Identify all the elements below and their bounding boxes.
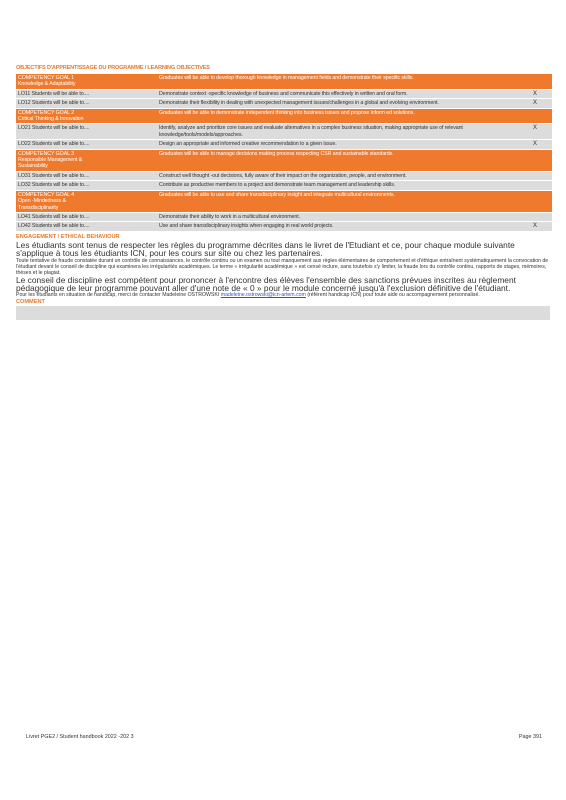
row-description-cell: Contribute as productive members to a project and demonstrate team management and leadership skills. <box>157 181 518 189</box>
row-label-cell: LO11 Students will be able to.... <box>16 90 157 98</box>
learning-objective-row <box>16 99 552 107</box>
learning-objective-row <box>16 124 552 139</box>
row-mark-cell <box>518 150 552 171</box>
row-description-cell: Graduates will be able to develop thorough knowledge in management fields and demonstrate their specific skills. <box>157 74 518 89</box>
row-mark-cell <box>518 213 552 221</box>
row-label-cell: LO31 Students will be able to.... <box>16 172 157 180</box>
row-description-cell: Demonstrate their ability to work in a multicultural environment. <box>157 213 518 221</box>
row-description-cell: Use and share transdisciplinary insights when engaging in real world projects. <box>157 222 518 230</box>
row-mark-cell: X <box>518 90 552 98</box>
competency-goal-row <box>16 150 552 171</box>
engagement-paragraph-2: Toute tentative de fraude constatée durant un contrôle de connaissances, le contrôle continu ou un examen ou tout manquement aux règles élémentaires de comportement et d'éthique entraînent systématiquement la convocation de l'étudiant devant le conseil de discipline qui examinera les irrégularités académiques. Le terme « irrégularité académique » est censé inclure, sans toutefois s'y limiter, la fraude lors du contrôle continu, rapports de stages, mémoires, thèses et le plagiat. <box>16 257 549 276</box>
comment-box <box>16 306 550 320</box>
learning-objective-row <box>16 172 552 180</box>
row-mark-cell: X <box>518 140 552 148</box>
row-mark-cell <box>518 109 552 124</box>
disability-contact-text-end: (référent handicap ICN) pour toute aide ou accompagnement personnalisé. <box>307 292 480 299</box>
row-label-cell: LO22 Students will be able to.... <box>16 140 157 148</box>
learning-objectives-table <box>16 73 552 232</box>
learning-objectives-page <box>16 64 550 320</box>
learning-objective-row <box>16 222 552 230</box>
learning-objective-row <box>16 213 552 221</box>
row-description-cell: Graduates will be able to use and share transdisciplinary insight and integrate multicultural environments. <box>157 191 518 212</box>
row-description-cell: Identify, analyze and prioritize core issues and evaluate alternatives in a complex business situation, making appropriate use of relevant knowledge/tools/models/approaches. <box>157 124 518 139</box>
row-description-cell: Demonstrate their flexibility in dealing with unexpected management issues/challenges in a global and evolving environment. <box>157 99 518 107</box>
disability-contact-email-link[interactable]: madeleine.ostrowski@icn-artem.com <box>220 292 306 299</box>
row-description-cell: Graduates will be able to demonstrate independent thinking into business issues and propose inform ed solutions. <box>157 109 518 124</box>
learning-objective-row <box>16 140 552 148</box>
footer-page-number: Page 391 <box>518 734 542 740</box>
row-label-cell: COMPETENCY GOAL 3 Responsible Management & Sustainability <box>16 150 157 171</box>
competency-goal-row <box>16 191 552 212</box>
competency-goal-row <box>16 74 552 89</box>
row-label-cell: COMPETENCY GOAL 1 Knowledge & Adaptability <box>16 74 157 89</box>
engagement-paragraph-4 <box>16 292 550 298</box>
page-footer <box>26 734 542 740</box>
disability-contact-text: Pour les étudiants en situation de handicap, merci de contacter Madeleine OSTROWSKI <box>16 292 220 299</box>
row-mark-cell <box>518 172 552 180</box>
engagement-title: ENGAGEMENT / ETHICAL BEHAVIOUR <box>16 233 120 240</box>
row-label-cell: LO32 Students will be able to.... <box>16 181 157 189</box>
row-label-cell: LO41 Students will be able to.... <box>16 213 157 221</box>
engagement-paragraph-3: Le conseil de discipline est compétent pour prononcer à l'encontre des élèves l'ensemble des sanctions prévues inscrites au règlement pédagogique de leur programme pouvant aller d'une note de « 0 » pour le module concerné jusqu'à l'exclusion définitive de l'étudiant. <box>16 274 516 293</box>
row-mark-cell <box>518 191 552 212</box>
footer-handbook-label: Livret PGE2 / Student handbook 2022 -202 3 <box>26 734 134 740</box>
row-description-cell: Design an appropriate and informed creative recommendation to a given issue. <box>157 140 518 148</box>
row-mark-cell: X <box>518 222 552 230</box>
row-label-cell: LO42 Students will be able to.... <box>16 222 157 230</box>
row-label-cell: LO12 Students will be able to.... <box>16 99 157 107</box>
row-label-cell: COMPETENCY GOAL 4 Open -Mindedness & Transdisciplinarity <box>16 191 157 212</box>
comment-title: COMMENT <box>16 299 45 306</box>
row-label-cell: LO21 Students will be able to.... <box>16 124 157 139</box>
row-description-cell: Graduates will be able to manage decisions making process respecting CSR and sustainable standards. <box>157 150 518 171</box>
row-description-cell: Construct well thought -out decisions, fully aware of their impact on the organization, people, and environment. <box>157 172 518 180</box>
row-mark-cell: X <box>518 99 552 107</box>
competency-goal-row <box>16 109 552 124</box>
row-description-cell: Demonstrate context -specific knowledge of business and communicate this effectively in written and oral form. <box>157 90 518 98</box>
learning-objective-row <box>16 90 552 98</box>
row-mark-cell: X <box>518 124 552 139</box>
engagement-paragraph-1: Les étudiants sont tenus de respecter les règles du programme décrites dans le livret de l'Etudiant et ce, pour chaque module suivante s'applique à tous les étudiants ICN, pour les cours sur site ou chez les partenaires. <box>16 239 515 259</box>
learning-objective-row <box>16 181 552 189</box>
row-mark-cell <box>518 74 552 89</box>
row-mark-cell <box>518 181 552 189</box>
section-title: OBJECTIFS D'APPRENTISSAGE DU PROGRAMME / LEARNING OBJECTIVES <box>16 65 210 71</box>
row-label-cell: COMPETENCY GOAL 2 Critical Thinking & Innovation <box>16 109 157 124</box>
